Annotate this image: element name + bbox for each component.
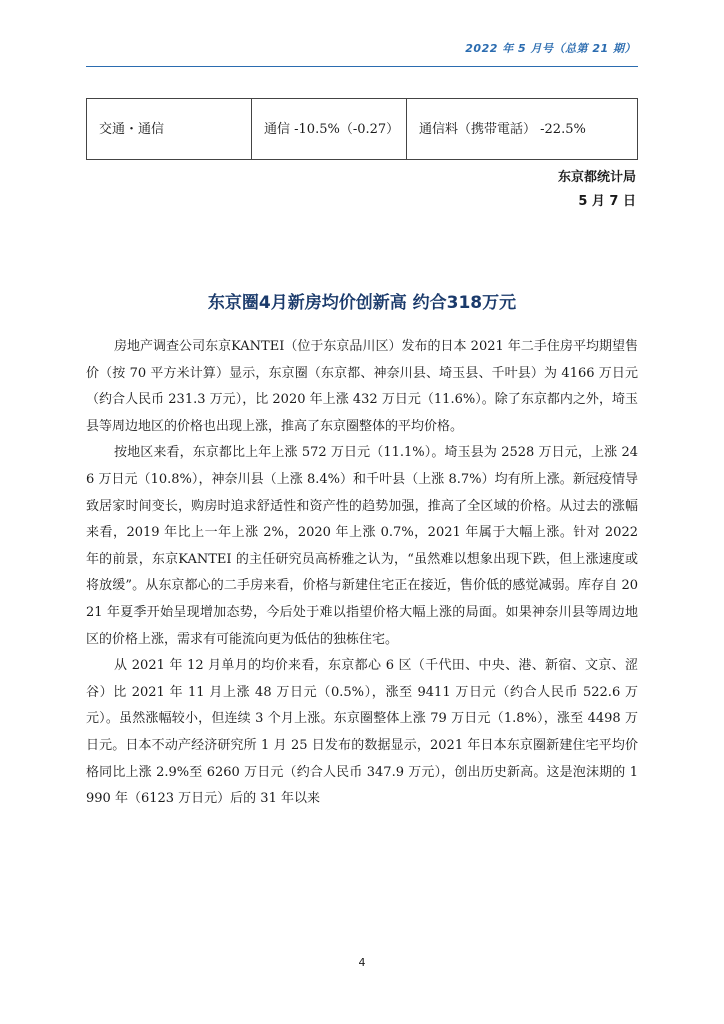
page-number: 4 (358, 956, 366, 969)
cpi-table (86, 98, 638, 160)
paragraph: 按地区来看，东京都比上年上涨 572 万日元（11.1%）。埼玉县为 2528 万日元，上涨 246 万日元（10.8%），神奈川县（上涨 8.4%）和千叶县（上涨 8.7%）均有所上涨。新冠疫情导致居家时间变长，购房时追求舒适性和资产性的趋势加强，推高了全区域的价格。从过去的涨幅来看，2019 年比上一年上涨 2%，2020 年上涨 0.7%，2021 年属于大幅上涨。针对 2022 年的前景，东京KANTEI 的主任研究员高桥雅之认为，“虽然难以想象出现下跌，但上涨速度或将放缓”。从东京都心的二手房来看，价格与新建住宅正在接近，售价低的感觉减弱。库存自 2021 年夏季开始呈现增加态势，今后处于难以指望价格大幅上涨的局面。如果神奈川县等周边地区的价格上涨，需求有可能流向更为低估的独栋住宅。 (86, 445, 638, 647)
table-cell-category: 交通・通信 (87, 99, 252, 160)
article-body (86, 334, 638, 813)
table-row (87, 99, 638, 160)
signature-date: 5 月 7 日 (578, 194, 636, 209)
table-cell-item: 通信 -10.5%（-0.27） (252, 99, 407, 160)
paragraph: 房地产调查公司东京KANTEI（位于东京品川区）发布的日本 2021 年二手住房平均期望售价（按 70 平方米计算）显示，东京圈（东京都、神奈川县、埼玉县、千叶县）为 4166 万日元（约合人民币 231.3 万元），比 2020 年上涨 432 万日元（11.6%）。除了东京都内之外，埼玉县等周边地区的价格也出现上涨，推高了东京圈整体的平均价格。 (86, 339, 638, 434)
paragraph: 从 2021 年 12 月单月的均价来看，东京都心 6 区（千代田、中央、港、新宿、文京、涩谷）比 2021 年 11 月上涨 48 万日元（0.5%），涨至 9411 万日元（约合人民币 522.6 万元）。虽然涨幅较小，但连续 3 个月上涨。东京圈整体上涨 79 万日元（1.8%），涨至 4498 万日元。日本不动产经济研究所 1 月 25 日发布的数据显示，2021 年日本东京圈新建住宅平均价格同比上涨 2.9%至 6260 万日元（约合人民币 347.9 万元），创出历史新高。这是泡沫期的 1990 年（6123 万日元）后的 31 年以来 (86, 658, 638, 807)
article-title: 东京圈4月新房均价创新高 约合318万元 (207, 293, 517, 313)
table-cell-detail: 通信料（携带電話） -22.5% (407, 99, 638, 160)
issue-header: 2022 年 5 月号（总第 21 期） (465, 42, 636, 55)
signature-org: 东京都统计局 (557, 170, 636, 185)
header-divider (86, 66, 638, 67)
